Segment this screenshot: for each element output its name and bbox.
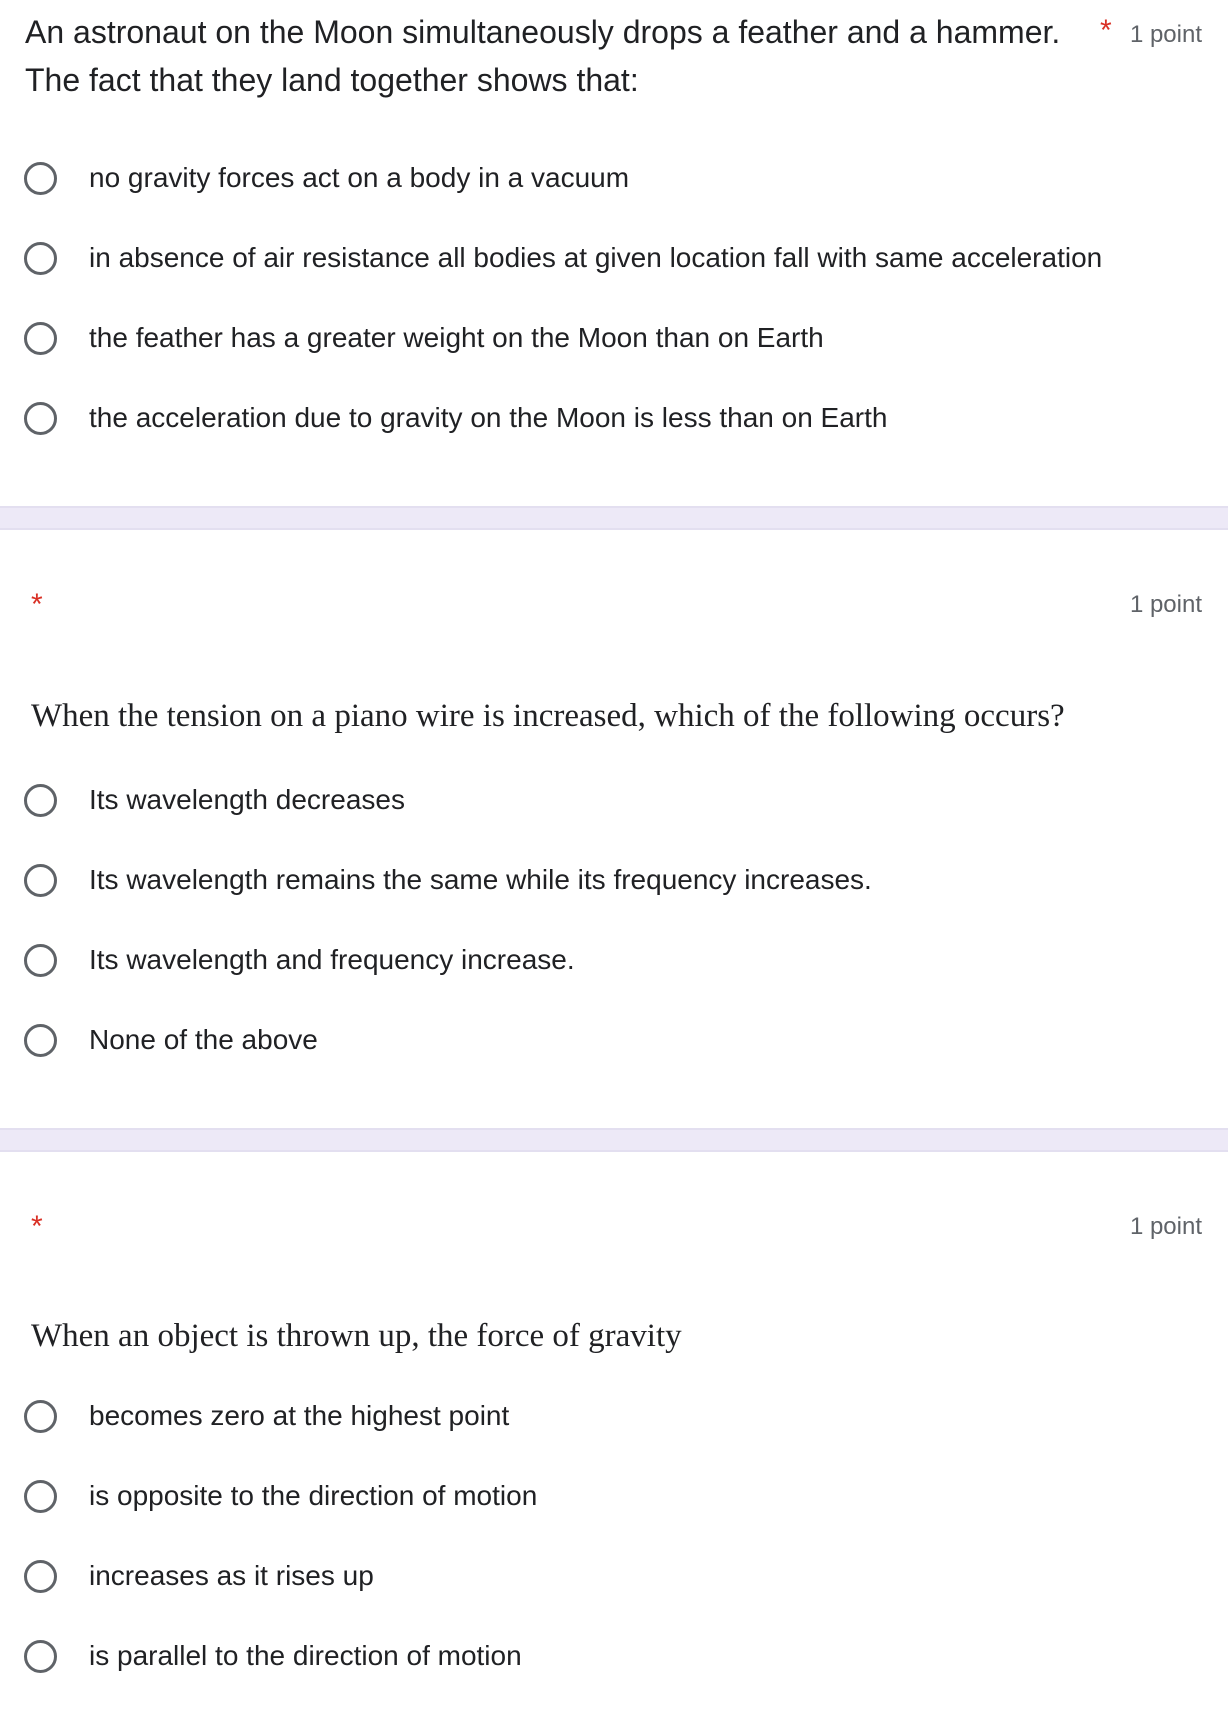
question-3-points: 1 point — [1129, 1213, 1202, 1240]
radio-button[interactable] — [24, 864, 57, 897]
option-label: None of the above — [89, 1024, 318, 1055]
radio-button[interactable] — [24, 944, 57, 977]
radio-button[interactable] — [24, 402, 57, 435]
question-3-option-4[interactable] — [24, 1634, 522, 1678]
question-1-points: 1 point — [1129, 21, 1202, 48]
radio-button[interactable] — [24, 1024, 57, 1057]
question-2-required-star: * — [31, 588, 43, 621]
radio-button[interactable] — [24, 1640, 57, 1673]
option-label: is parallel to the direction of motion — [89, 1640, 522, 1671]
option-label: increases as it rises up — [89, 1560, 374, 1591]
question-2-option-4[interactable] — [24, 1018, 318, 1062]
question-3-option-3[interactable] — [24, 1554, 374, 1598]
option-label: is opposite to the direction of motion — [89, 1480, 538, 1511]
option-label: in absence of air resistance all bodies at given location fall with same acceleration — [89, 242, 1103, 273]
section-divider — [0, 506, 1228, 530]
question-2-title: When the tension on a piano wire is increased, which of the following occurs? — [31, 698, 1065, 734]
question-1-option-1[interactable] — [24, 156, 629, 200]
option-label: Its wavelength decreases — [89, 784, 405, 815]
question-3-title: When an object is thrown up, the force of gravity — [31, 1318, 682, 1354]
radio-button[interactable] — [24, 1560, 57, 1593]
radio-button[interactable] — [24, 784, 57, 817]
radio-button[interactable] — [24, 322, 57, 355]
radio-button[interactable] — [24, 242, 57, 275]
question-1-title-line2: The fact that they land together shows that: — [25, 62, 639, 98]
question-1-title-line1: An astronaut on the Moon simultaneously drops a feather and a hammer. — [25, 14, 1061, 50]
section-divider — [0, 1128, 1228, 1152]
question-2-points: 1 point — [1129, 591, 1202, 618]
question-2-option-1[interactable] — [24, 778, 405, 822]
question-1-required-star: * — [1100, 14, 1112, 47]
radio-button[interactable] — [24, 1480, 57, 1513]
question-1-option-2[interactable] — [24, 236, 1102, 280]
option-label: Its wavelength and frequency increase. — [89, 944, 575, 975]
option-label: no gravity forces act on a body in a vacuum — [89, 162, 630, 193]
question-2-option-3[interactable] — [24, 938, 575, 982]
option-label: the feather has a greater weight on the Moon than on Earth — [89, 322, 824, 353]
option-label: the acceleration due to gravity on the Moon is less than on Earth — [89, 402, 888, 433]
question-3-option-2[interactable] — [24, 1474, 537, 1518]
question-3-required-star: * — [31, 1210, 43, 1243]
radio-button[interactable] — [24, 1400, 57, 1433]
question-1-option-4[interactable] — [24, 396, 887, 440]
question-2-option-2[interactable] — [24, 858, 872, 902]
radio-button[interactable] — [24, 162, 57, 195]
option-label: becomes zero at the highest point — [89, 1400, 510, 1431]
option-label: Its wavelength remains the same while its frequency increases. — [89, 864, 872, 895]
question-3-option-1[interactable] — [24, 1394, 509, 1438]
question-1-option-3[interactable] — [24, 316, 824, 360]
